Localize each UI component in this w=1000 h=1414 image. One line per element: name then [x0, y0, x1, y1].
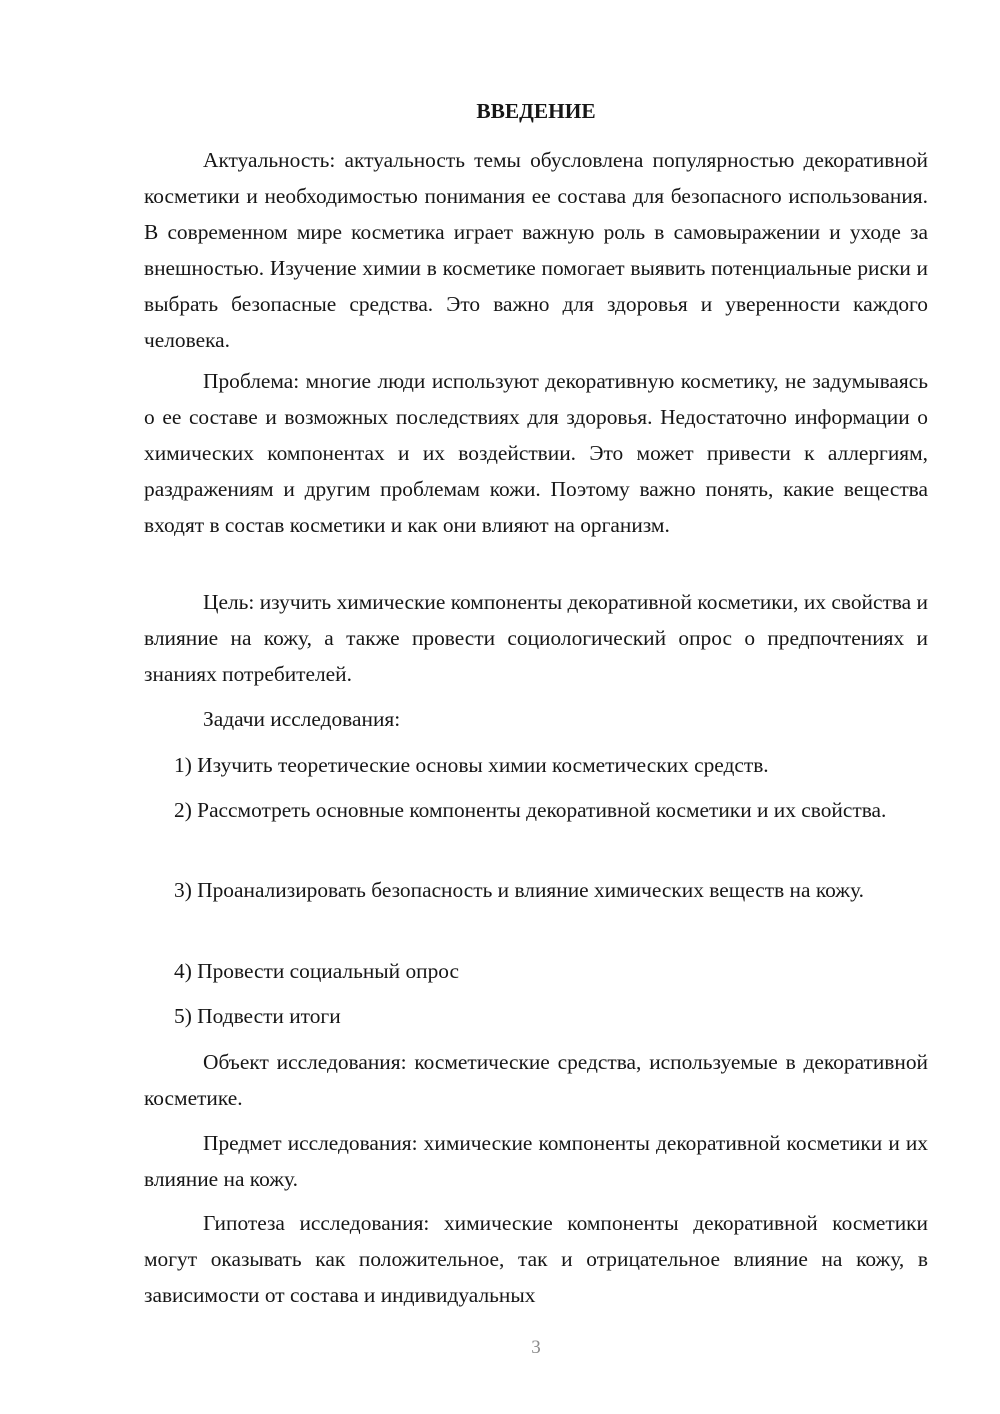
section-title: ВВЕДЕНИЕ: [476, 99, 596, 123]
paragraph-subject: Предмет исследования: химические компоненты декоративной косметики и их влияние на кожу.: [144, 1131, 928, 1191]
task-item-1: 1) Изучить теоретические основы химии косметических средств.: [174, 753, 769, 777]
paragraph-goal: Цель: изучить химические компоненты декоративной косметики, их свойства и влияние на кожу, а также провести социологический опрос о предпочтениях и знаниях потребителей.: [144, 590, 928, 686]
paragraph-hypothesis: Гипотеза исследования: химические компоненты декоративной косметики могут оказывать как положительное, так и отрицательное влияние на кожу, в зависимости от состава и индивидуальных: [144, 1211, 928, 1307]
paragraph-object: Объект исследования: косметические средства, используемые в декоративной косметике.: [144, 1050, 928, 1110]
task-item-4: 4) Провести социальный опрос: [174, 959, 460, 983]
tasks-heading: Задачи исследования:: [203, 707, 401, 731]
task-item-3: 3) Проанализировать безопасность и влияние химических веществ на кожу.: [174, 878, 864, 902]
task-item-5: 5) Подвести итоги: [174, 1004, 341, 1028]
paragraph-relevance: Актуальность: актуальность темы обусловлена популярностью декоративной косметики и необходимостью понимания ее состава для безопасного использования. В современном мире косметика играет важную роль в самовыражении и уходе за внешностью. Изучение химии в косметике помогает выявить потенциальные риски и выбрать безопасные средства. Это важно для здоровья и уверенности каждого человека.: [144, 148, 928, 352]
task-item-2: 2) Рассмотреть основные компоненты декоративной косметики и их свойства.: [174, 798, 887, 822]
paragraph-problem: Проблема: многие люди используют декоративную косметику, не задумываясь о ее составе и возможных последствиях для здоровья. Недостаточно информации о химических компонентах и их воздействии. Это может привести к аллергиям, раздражениям и другим проблемам кожи. Поэтому важно понять, какие вещества входят в состав косметики и как они влияют на организм.: [144, 369, 928, 537]
page-number: 3: [531, 1337, 541, 1358]
